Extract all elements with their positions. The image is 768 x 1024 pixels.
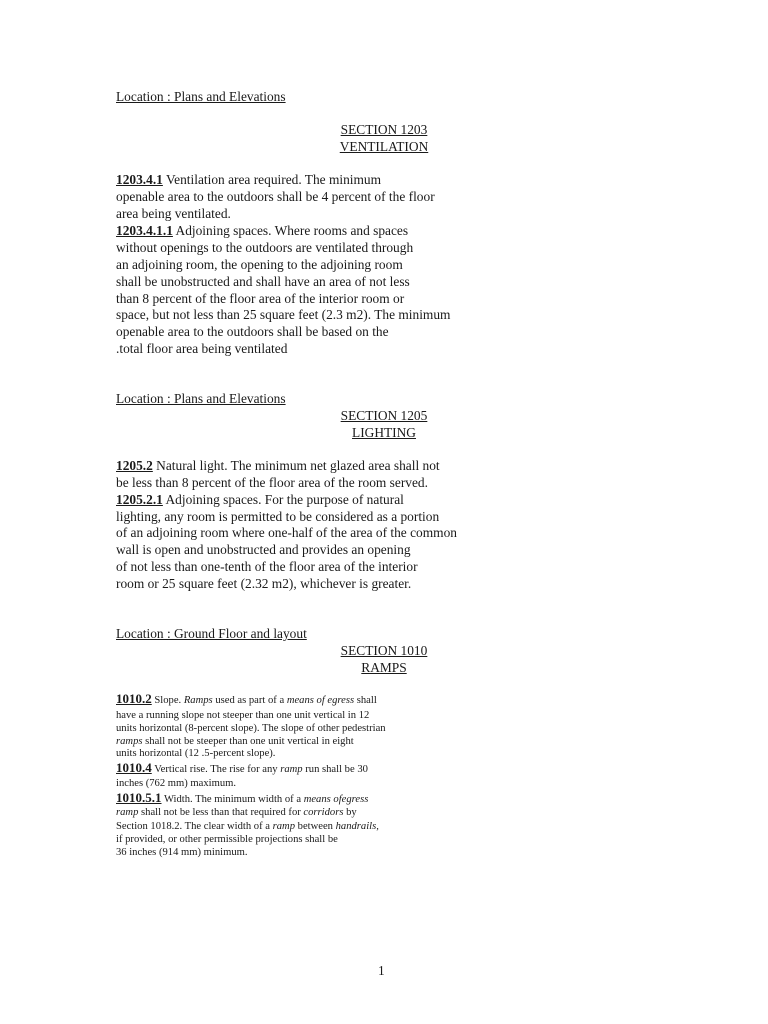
code-reference: 1010.5.1 bbox=[116, 790, 162, 805]
paragraph-line: without openings to the outdoors are ventilated through bbox=[116, 240, 414, 255]
paragraph-line: be less than 8 percent of the floor area of the room served. bbox=[116, 475, 428, 490]
paragraph-line: 1010.5.1 Width. The minimum width of a means ofegress bbox=[116, 790, 369, 805]
paragraph-line: of not less than one-tenth of the floor area of the interior bbox=[116, 559, 418, 574]
paragraph-line: area being ventilated. bbox=[116, 206, 231, 221]
paragraph-line: than 8 percent of the floor area of the interior room or bbox=[116, 291, 405, 306]
location-label: Location : Plans and Elevations bbox=[116, 89, 286, 104]
location-label: Location : Ground Floor and layout bbox=[116, 626, 307, 641]
paragraph-line: lighting, any room is permitted to be considered as a portion bbox=[116, 509, 440, 524]
code-reference: 1205.2 bbox=[116, 458, 153, 473]
paragraph-line: shall be unobstructed and shall have an area of not less bbox=[116, 274, 410, 289]
paragraph-line: units horizontal (8-percent slope). The slope of other pedestrian bbox=[116, 723, 386, 734]
paragraph-line: ramp shall not be less than that required for corridors by bbox=[116, 807, 357, 818]
paragraph-line: an adjoining room, the opening to the adjoining room bbox=[116, 257, 403, 272]
section-number: SECTION 1203 bbox=[340, 122, 428, 137]
section-number: SECTION 1205 bbox=[340, 408, 428, 423]
paragraph-line: room or 25 square feet (2.32 m2), whichever is greater. bbox=[116, 576, 412, 591]
paragraph-line: units horizontal (12 .5-percent slope). bbox=[116, 748, 276, 759]
paragraph-line: if provided, or other permissible projections shall be bbox=[116, 834, 338, 845]
section-title: RAMPS bbox=[361, 660, 407, 675]
paragraph-line: .total floor area being ventilated bbox=[116, 341, 288, 356]
code-reference: 1203.4.1.1 bbox=[116, 223, 173, 238]
location-label: Location : Plans and Elevations bbox=[116, 391, 286, 406]
paragraph-line: of an adjoining room where one-half of the area of the common bbox=[116, 525, 457, 540]
paragraph-line: 1205.2 Natural light. The minimum net glazed area shall not bbox=[116, 458, 440, 473]
page-number: 1 bbox=[378, 963, 385, 978]
code-reference: 1203.4.1 bbox=[116, 172, 163, 187]
section-title: VENTILATION bbox=[339, 139, 429, 154]
paragraph-line: openable area to the outdoors shall be 4 percent of the floor bbox=[116, 189, 435, 204]
paragraph-line: 1010.4 Vertical rise. The rise for any ramp run shall be 30 bbox=[116, 760, 368, 775]
paragraph-line: Section 1018.2. The clear width of a ramp between handrails, bbox=[116, 821, 379, 832]
paragraph-line: have a running slope not steeper than one unit vertical in 12 bbox=[116, 710, 370, 721]
code-reference: 1205.2.1 bbox=[116, 492, 163, 507]
code-reference: 1010.4 bbox=[116, 760, 152, 775]
paragraph-line: 1203.4.1.1 Adjoining spaces. Where rooms and spaces bbox=[116, 223, 409, 238]
section-title: LIGHTING bbox=[352, 425, 416, 440]
paragraph-line: 1203.4.1 Ventilation area required. The minimum bbox=[116, 172, 382, 187]
paragraph-line: inches (762 mm) maximum. bbox=[116, 778, 237, 789]
paragraph-line: 1010.2 Slope. Ramps used as part of a means of egress shall bbox=[116, 691, 377, 706]
paragraph-line: 36 inches (914 mm) minimum. bbox=[116, 847, 248, 858]
paragraph-line: space, but not less than 25 square feet (2.3 m2). The minimum bbox=[116, 307, 451, 322]
paragraph-line: ramps shall not be steeper than one unit vertical in eight bbox=[116, 736, 354, 747]
section-number: SECTION 1010 bbox=[340, 643, 428, 658]
code-reference: 1010.2 bbox=[116, 691, 152, 706]
paragraph-line: openable area to the outdoors shall be based on the bbox=[116, 324, 389, 339]
paragraph-line: 1205.2.1 Adjoining spaces. For the purpose of natural bbox=[116, 492, 404, 507]
paragraph-line: wall is open and unobstructed and provides an opening bbox=[116, 542, 411, 557]
